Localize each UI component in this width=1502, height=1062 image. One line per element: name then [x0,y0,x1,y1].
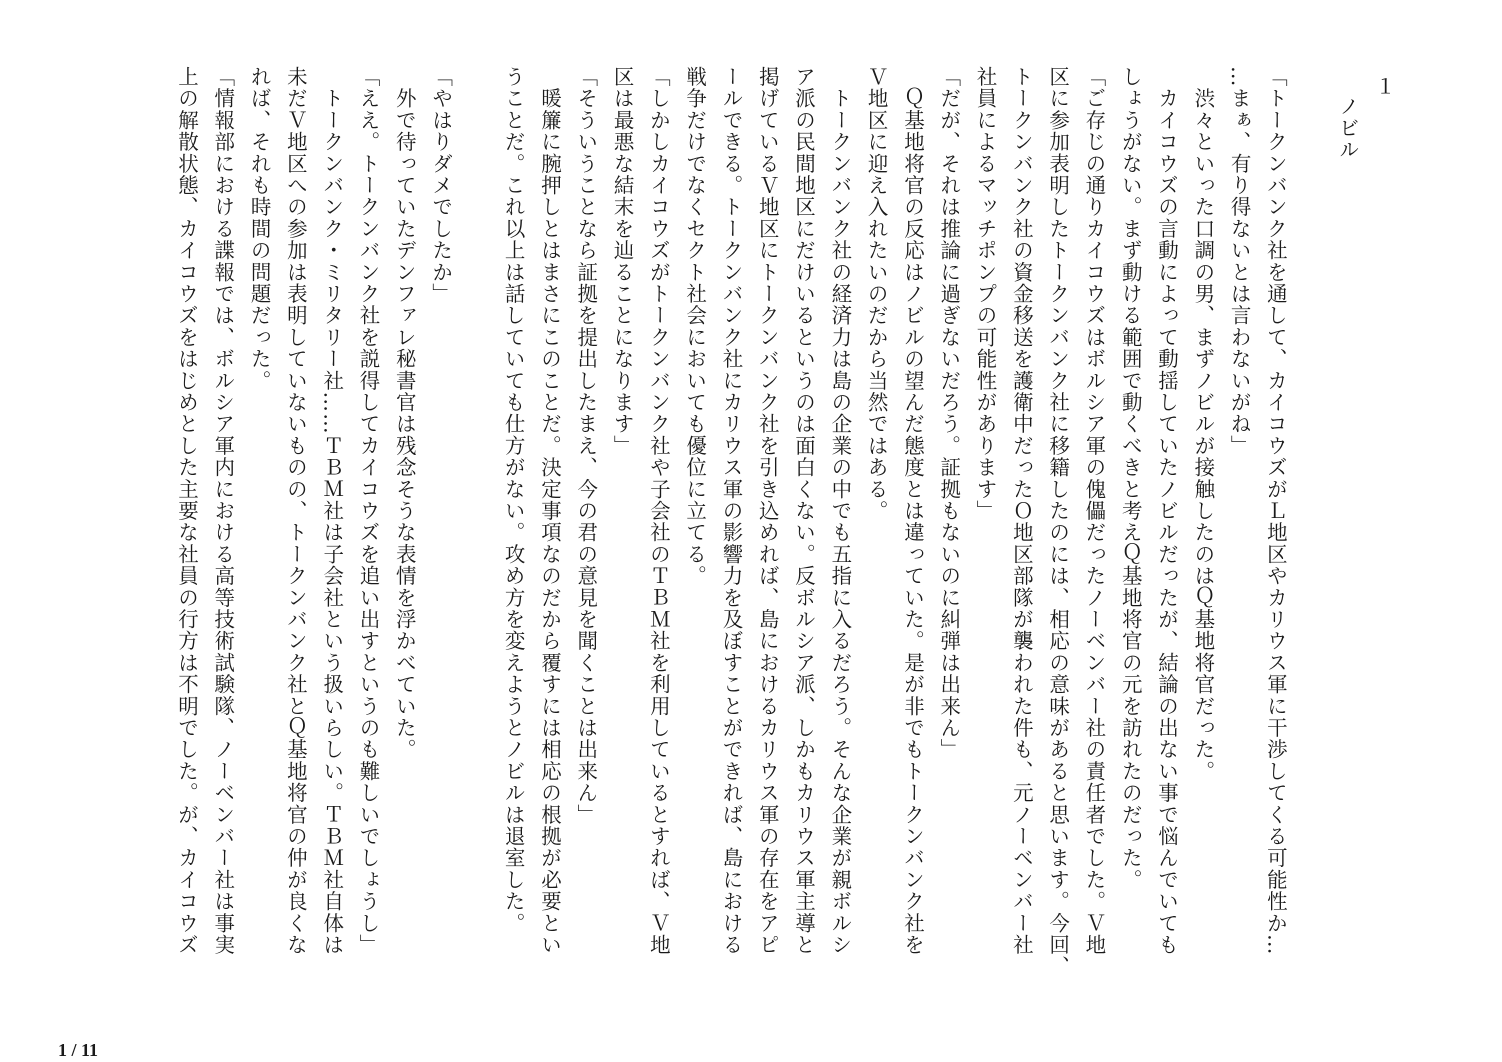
text-line: 外で待っていたデンファレ秘書官は残念そうな表情を浮かべていた。 [392,66,417,761]
text-line: うことだ。これ以上は話していても仕方がない。攻め方を変えようとノビルは退室した。 [501,66,526,934]
text-line: 「だが、それは推論に過ぎないだろう。証拠もないのに糾弾は出来ん」 [936,66,961,761]
text-line: 「トークンバンク社を通して、カイコウズがＬ地区やカリウス軍に干渉してくる可能性か… [1263,66,1288,956]
text-line: 社員によるマッチポンプの可能性があります」 [973,66,998,522]
text-line: ールできる。トークンバンク社にカリウス軍の影響力を及ぼすことができれば、島における [718,66,743,956]
chapter-title: ノビル [1335,96,1360,161]
blank-line [459,66,495,1031]
text-line: 戦争だけでなくセクト社会においても優位に立てる。 [682,66,707,587]
text-line: 「情報部における諜報では、ボルシア軍内における高等技術試験隊、ノーベンバー社は事実 [210,66,235,956]
text-line: 区に参加表明したトークンバンク社に移籍したのには、相応の意味があると思います。今回、 [1045,66,1070,978]
text-line: 「ええ。トークンバンク社を説得してカイコウズを追い出すというのも難しいでしょうし」 [355,66,380,956]
vertical-text-body [168,66,1402,1031]
text-line: ア派の民間地区にだけいるというのは面白くない。反ボルシア派、しかもカリウス軍主導と [791,66,816,956]
text-line: 区は最悪な結末を辿ることになります」 [610,66,635,457]
text-line: れば、それも時間の問題だった。 [247,66,272,392]
text-line: Ｑ基地将官の反応はノビルの望んだ態度とは違っていた。是が非でもトークンバンク社を [900,66,925,956]
text-line: 「しかしカイコウズがトークンバンク社や子会社のＴＢＭ社を利用しているとすれば、Ｖ地 [646,66,671,956]
text-line: 上の解散状態、カイコウズをはじめとした主要な社員の行方は不明でした。が、カイコウズ [174,66,199,956]
text-line: 「やはりダメでしたか」 [428,66,453,305]
text-line: Ｖ地区に迎え入れたいのだから当然ではある。 [864,66,889,522]
text-line: 「ご存じの通りカイコウズはボルシア軍の傀儡だったノーベンバー社の責任者でした。Ｖ地 [1081,66,1106,956]
text-line: 「そういうことなら証拠を提出したまえ、今の君の意見を聞くことは出来ん」 [573,66,598,826]
text-line: 暖簾に腕押しとはまさにこのことだ。決定事項なのだから覆すには相応の根拠が必要とい [537,66,562,956]
text-line: 未だＶ地区への参加は表明していないものの、トークンバンク社とＱ基地将官の仲が良くな [283,66,308,956]
chapter-number: １ [1372,76,1396,98]
text-line: トークンバンク社の資金移送を護衛中だったＯ地区部隊が襲われた件も、元ノーベンバー社 [1009,66,1034,956]
text-line: トークンバンク社の経済力は島の企業の中でも五指に入るだろう。そんな企業が親ボルシ [827,66,852,956]
text-line: …まぁ、有り得ないとは言わないがね」 [1227,66,1252,457]
page-number: 1 / 11 [58,1040,99,1060]
text-line: しょうがない。まず動ける範囲で動くべきと考えＱ基地将官の元を訪れたのだった。 [1118,66,1143,891]
text-line: カイコウズの言動によって動揺していたノビルだったが、結論の出ない事で悩んでいても [1154,66,1179,956]
text-line: 掲げているＶ地区にトークンバンク社を引き込めれば、島におけるカリウス軍の存在をアピ [755,66,780,956]
text-line: トークンバンク・ミリタリー社……ＴＢＭ社は子会社という扱いらしい。ＴＢＭ社自体は [319,66,344,956]
text-line: 渋々といった口調の男、まずノビルが接触したのはＱ基地将官だった。 [1190,66,1215,783]
